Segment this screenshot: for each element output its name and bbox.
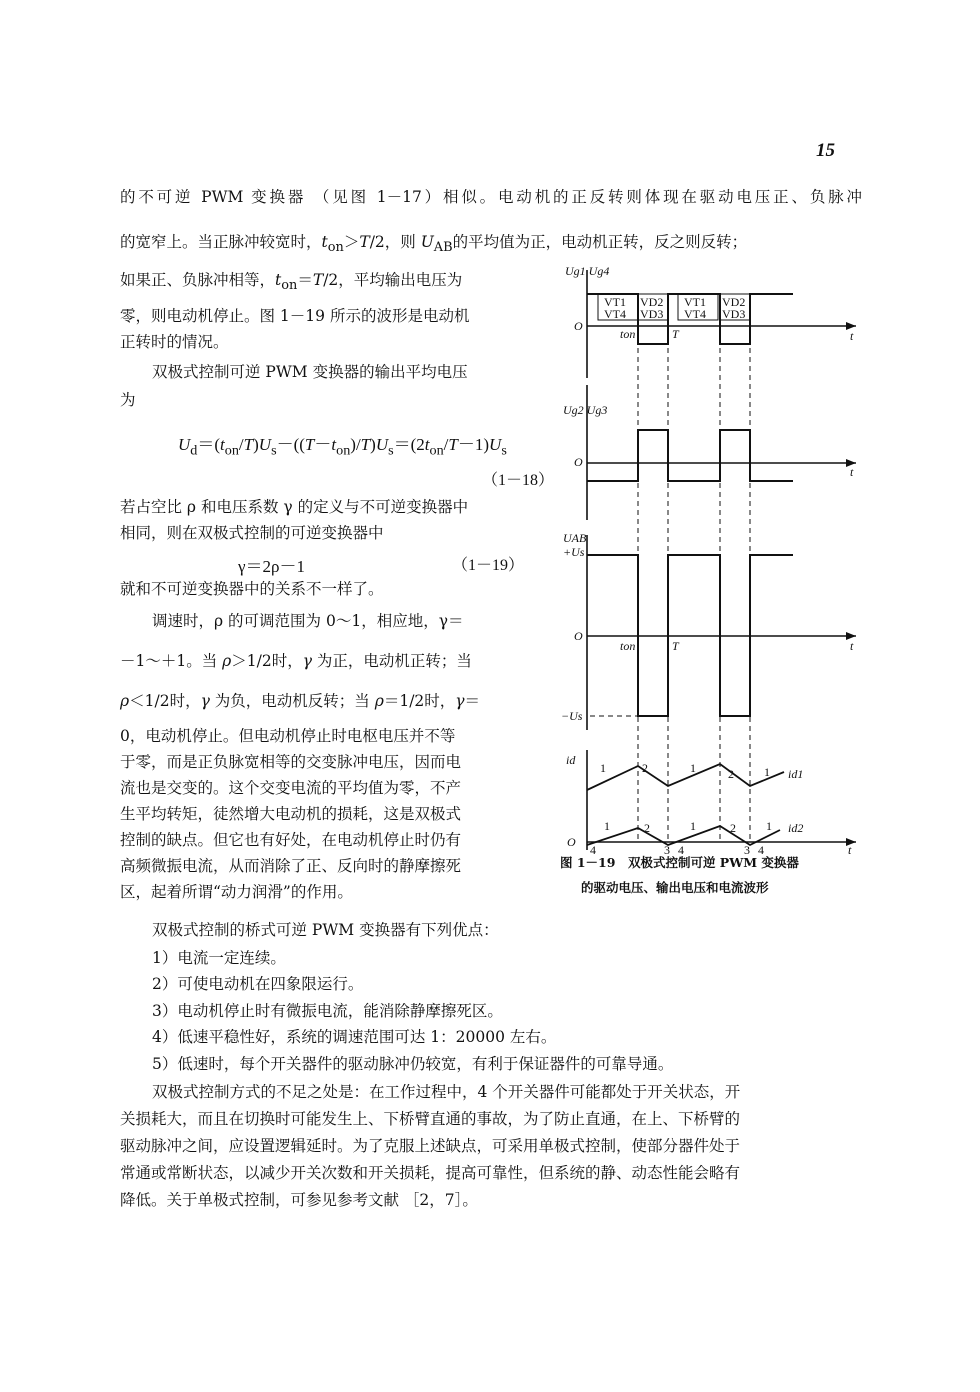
label-origin: O [574,629,583,643]
label-ug2-ug3: Ug2 Ug3 [563,403,608,417]
body-line: 0，电动机停止。但电动机停止时电枢电压并不等 [120,727,456,745]
body-line: 降低。关于单极式控制，可参见参考文献 ［2，7］。 [120,1191,478,1209]
line-text: 的不可逆 PWM 变换器 （见图 1－17）相似。电动机的正反转则体现在驱动电压正、负脉冲 [120,188,862,206]
list-item: 3）电动机停止时有微振电流，能消除静摩擦死区。 [152,1002,503,1020]
body-line: 若占空比 ρ 和电压系数 γ 的定义与不可逆变换器中 [120,498,469,516]
label-n2: 2 [642,761,648,775]
body-line: 生平均转矩，徒然增大电动机的损耗，这是双极式 [120,805,462,823]
label-vt4: VT4 [684,307,706,321]
body-line: 零，则电动机停止。图 1－19 所示的波形是电动机 [120,307,470,325]
list-item: 4）低速平稳性好，系统的调速范围可达 1：20000 左右。 [152,1028,557,1046]
label-n2: 2 [728,767,734,781]
label-n1: 1 [600,761,606,775]
body-line: 就和不可逆变换器中的关系不一样了。 [120,580,384,598]
label-ton: ton [620,327,636,341]
label-n1: 1 [764,765,770,779]
equation-number: （1－19） [452,557,525,574]
body-line: 高频微振电流，从而消除了正、反向时的静摩擦死 [120,857,462,875]
label-n3: 3 [744,843,750,857]
label-vd3: VD3 [722,307,746,321]
advantages-intro: 双极式控制的桥式可逆 PWM 变换器有下列优点： [152,921,499,939]
label-n1: 1 [690,819,696,833]
label-plus-us: +Us [563,545,585,559]
body-line: 双极式控制方式的不足之处是：在工作过程中，4 个开关器件可能都处于开关状态，开 [152,1083,741,1101]
body-line: 于零，而是正负脉宽相等的交变脉冲电压，因而电 [120,753,462,771]
figure-caption-line2: 的驱动电压、输出电压和电流波形 [581,880,769,895]
equation-1-19: γ＝2ρ－1 [238,557,305,576]
body-line: 常通或常断状态，以减少开关次数和开关损耗，提高可靠性，但系统的静、动态性能会略有 [120,1164,741,1182]
label-n1: 1 [766,819,772,833]
body-line: 正转时的情况。 [120,333,229,351]
label-minus-us: −Us [561,709,583,723]
label-uab: UAB [563,531,587,545]
label-vt4: VT4 [604,307,626,321]
body-line: 调速时，ρ 的可调范围为 0～1，相应地，γ＝ [152,612,464,630]
label-id2: id2 [788,821,804,835]
line-text: －1～＋1。当 ρ＞1/2时，γ 为正，电动机正转；当 [120,652,472,670]
body-line: 为 [120,391,136,409]
figure-caption-line1: 图 1－19 双极式控制可逆 PWM 变换器 [560,855,799,870]
label-origin: O [574,319,583,333]
list-item: 1）电流一定连续。 [152,949,286,967]
label-n4: 4 [758,843,764,857]
label-vd2: VD2 [722,295,746,309]
equation-number: （1－18） [482,472,555,489]
label-vd3: VD3 [640,307,664,321]
list-item: 2）可使电动机在四象限运行。 [152,975,364,993]
label-n2: 2 [730,821,736,835]
label-t: t [850,465,854,479]
label-ug1-ug4: Ug1 Ug4 [565,264,610,278]
body-line: 关损耗大，而且在切换时可能发生上、下桥臂直通的事故，为了防止直通，在上、下桥臂的 [120,1110,741,1128]
label-n4: 4 [678,843,684,857]
label-T: T [672,327,679,341]
label-ton: ton [620,639,636,653]
label-n4: 4 [590,843,596,857]
label-n1: 1 [604,819,610,833]
label-t: t [850,329,854,343]
ug2-waveform [587,430,793,481]
body-line: 相同，则在双极式控制的可逆变换器中 [120,524,384,542]
page-number: 15 [816,140,835,161]
body-line: 流也是交变的。这个交变电流的平均值为零，不产 [120,779,462,797]
label-vt1: VT1 [604,295,626,309]
label-origin: O [574,455,583,469]
label-n2: 2 [644,821,650,835]
list-item: 5）低速时，每个开关器件的驱动脉冲仍较宽，有利于保证器件的可靠导通。 [152,1055,674,1073]
label-origin: O [567,835,576,849]
label-t: t [848,843,852,857]
label-T: T [672,639,679,653]
label-vt1: VT1 [684,295,706,309]
label-vd2: VD2 [640,295,664,309]
body-line: 区，起着所谓“动力润滑”的作用。 [120,883,353,901]
label-t: t [850,639,854,653]
label-id: id [566,753,576,767]
line-text: 如果正、负脉冲相等，$t_{on}=T/2$，平均输出电压为 [120,271,463,294]
label-n3: 3 [664,843,670,857]
equation-text: $U_d=(t_{on}/T)U_s-((T-t_{on})/T)U_s=(2t_{on}/T-1)U_s$ [178,435,507,459]
body-line: 驱动脉冲之间，应设置逻辑延时。为了克服上述缺点，可采用单极式控制，使部分器件处于 [120,1137,741,1155]
line-text: 的宽窄上。当正脉冲较宽时，$t_{on}>T/2$，则 $U_{AB}$的平均值为正，电动机正转，反之则反转； [120,233,748,256]
body-line: 双极式控制可逆 PWM 变换器的输出平均电压 [152,363,468,381]
body-line: 控制的缺点。但它也有好处，在电动机停止时仍有 [120,831,462,849]
label-n1: 1 [690,761,696,775]
label-id1: id1 [788,767,804,781]
line-text: ρ＜1/2时，γ 为负，电动机反转；当 ρ＝1/2时，γ＝ [120,692,481,710]
id1-waveform [587,764,784,790]
